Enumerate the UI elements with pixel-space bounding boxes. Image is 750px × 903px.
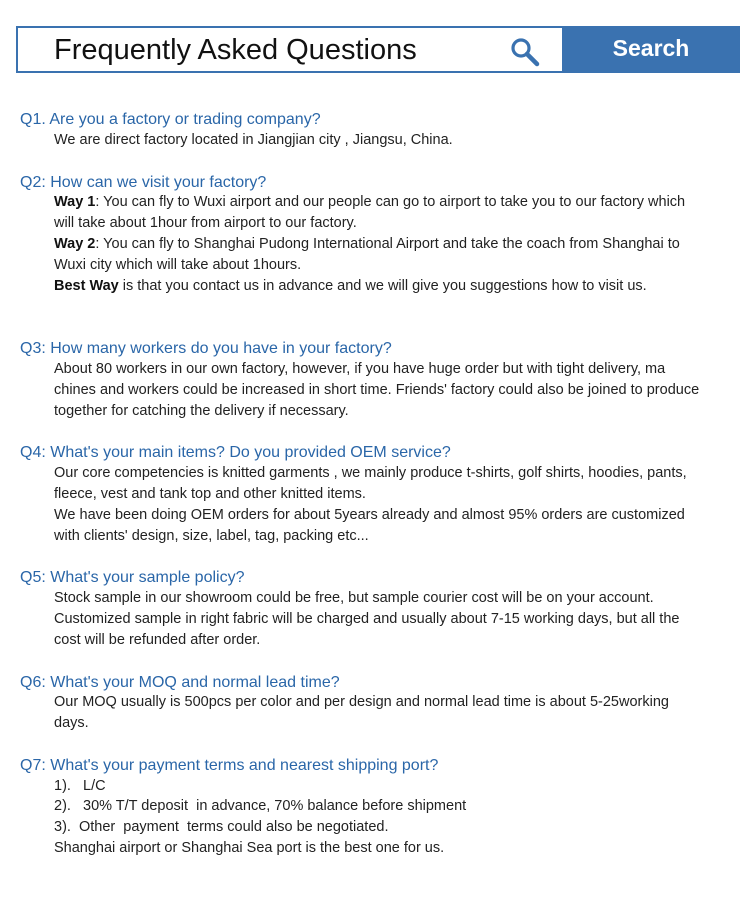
faq-answer-4-line: Our core competencies is knitted garments , we mainly produce t-shirts, golf shirts, hoodies, pants, xyxy=(54,465,687,481)
faq-answer-6-line: days. xyxy=(54,715,89,731)
faq-answer-2-way1 xyxy=(54,192,685,213)
faq-question-5: Q5: What's your sample policy? xyxy=(20,569,245,586)
best-way-label: Best Way xyxy=(54,278,119,294)
faq-question-6: Q6: What's your MOQ and normal lead time? xyxy=(20,674,340,691)
faq-answer-5-line: Stock sample in our showroom could be free, but sample courier cost will be on your account. xyxy=(54,590,654,606)
faq-answer-3-line: chines and workers could be increased in short time. Friends' factory could also be joined to produce xyxy=(54,382,700,398)
faq-question-7: Q7: What's your payment terms and nearest shipping port? xyxy=(20,757,439,774)
faq-answer-4-line: We have been doing OEM orders for about 5years already and almost 95% orders are customized xyxy=(54,507,685,523)
faq-answer-2-way2-cont: Wuxi city which will take about 1hours. xyxy=(54,257,302,273)
search-icon[interactable] xyxy=(510,37,540,67)
faq-answer-2-way1-cont: will take about 1hour from airport to our factory. xyxy=(54,215,357,231)
faq-question-3: Q3: How many workers do you have in your factory? xyxy=(20,340,392,357)
faq-answer-1-line: We are direct factory located in Jiangjian city , Jiangsu, China. xyxy=(54,132,453,148)
best-way-text: is that you contact us in advance and we will give you suggestions how to visit us. xyxy=(118,278,647,294)
way2-label: Way 2 xyxy=(54,236,96,252)
faq-answer-2-best-way xyxy=(54,276,647,297)
faq-answer-5-line: cost will be refunded after order. xyxy=(54,632,261,648)
faq-question-2: Q2: How can we visit your factory? xyxy=(20,174,267,191)
faq-answer-5-line: Customized sample in right fabric will be charged and usually about 7-15 working days, but all the xyxy=(54,611,680,627)
faq-answer-7-line: 3). Other payment terms could also be negotiated. xyxy=(54,819,389,835)
faq-answer-2-way2 xyxy=(54,234,680,255)
faq-answer-7-line: Shanghai airport or Shanghai Sea port is the best one for us. xyxy=(54,840,445,856)
faq-question-4: Q4: What's your main items? Do you provided OEM service? xyxy=(20,444,451,461)
faq-title: Frequently Asked Questions xyxy=(54,34,417,66)
faq-answer-4-line: fleece, vest and tank top and other knitted items. xyxy=(54,486,366,502)
faq-answer-6-line: Our MOQ usually is 500pcs per color and per design and normal lead time is about 5-25working xyxy=(54,694,669,710)
way1-text: : You can fly to Wuxi airport and our people can go to airport to take you to our factory which xyxy=(95,194,686,210)
way1-label: Way 1 xyxy=(54,194,96,210)
faq-answer-7-line: 1). L/C xyxy=(54,778,106,794)
way2-text: : You can fly to Shanghai Pudong International Airport and take the coach from Shanghai to xyxy=(95,236,680,252)
faq-question-1: Q1. Are you a factory or trading company? xyxy=(20,111,321,128)
faq-search-bar[interactable] xyxy=(16,26,740,73)
faq-answer-4-line: with clients' design, size, label, tag, packing etc... xyxy=(54,528,369,544)
search-button[interactable]: Search xyxy=(562,26,740,73)
faq-answer-7-line: 2). 30% T/T deposit in advance, 70% balance before shipment xyxy=(54,798,467,814)
faq-answer-3-line: About 80 workers in our own factory, however, if you have huge order but with tight delivery, ma xyxy=(54,361,666,377)
faq-answer-3-line: together for catching the delivery if necessary. xyxy=(54,403,349,419)
